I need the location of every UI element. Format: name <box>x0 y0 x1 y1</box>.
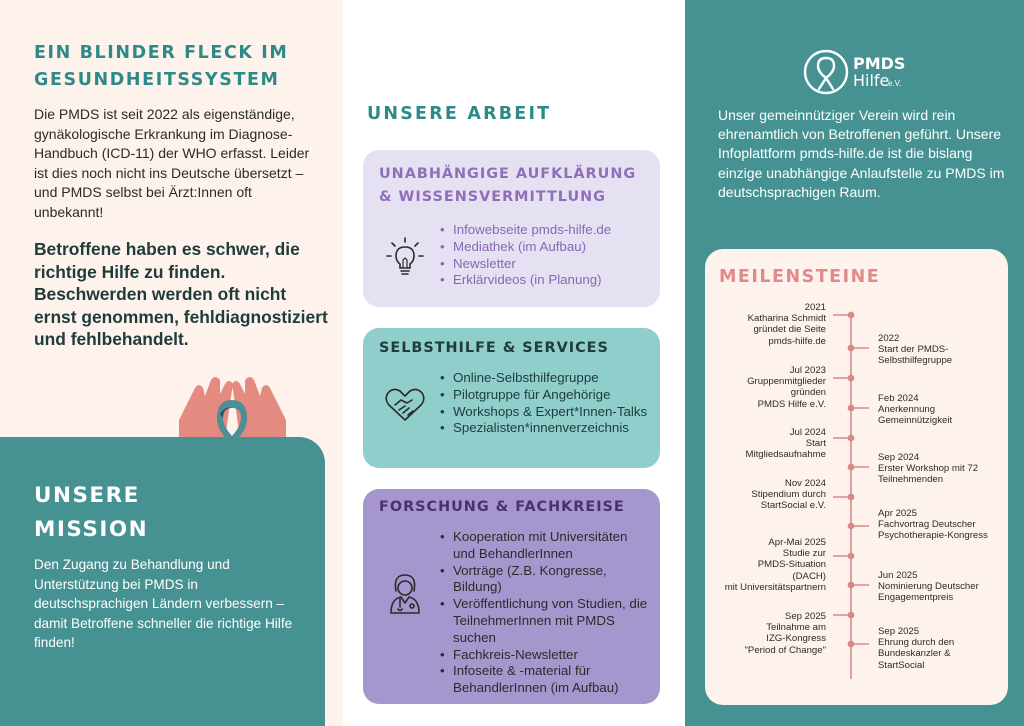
left-panel <box>0 0 343 726</box>
selfhelp-card-heading: SELBSTHILFE & SERVICES <box>379 340 609 356</box>
milestone-date: Apr-Mai 2025 <box>768 537 826 548</box>
milestone-text: (DACH) <box>792 570 826 582</box>
milestone-text: Teilnahme am <box>766 622 826 634</box>
ribbon-logo-icon <box>803 49 849 95</box>
milestones-title: MEILENSTEINE <box>719 267 881 287</box>
milestone-date: Feb 2024 <box>878 393 919 404</box>
list-item: • Workshops & Expert*Innen-Talks <box>453 404 649 421</box>
mission-text: Den Zugang zu Behandlung und Unterstützung bei PMDS in deutschsprachigen Ländern verbessern – damit Betroffene schneller die richtige Hilfe finden! <box>34 557 293 650</box>
milestone-date: 2022 <box>878 333 900 344</box>
milestone-text: StartSocial e.V. <box>760 500 826 512</box>
milestone-date: 2021 <box>804 302 826 313</box>
milestone-date: Sep 2025 <box>784 611 826 622</box>
list-item: • Vorträge (Z.B. Kongresse, Bildung) <box>453 563 653 597</box>
mission-heading-line1: UNSERE <box>34 483 140 508</box>
milestone-text: Gruppenmitglieder <box>747 376 826 388</box>
milestone-text: IZG-Kongress <box>766 633 826 645</box>
milestone-date: Jul 2023 <box>789 365 826 376</box>
logo-suffix: e.V. <box>888 79 902 88</box>
milestone-date: Nov 2024 <box>784 478 826 489</box>
milestone-feb-2024 <box>878 393 1003 427</box>
milestone-text: Engagementpreis <box>878 592 954 604</box>
milestone-text: Start <box>805 438 826 450</box>
milestone-text: Anerkennung <box>878 404 936 416</box>
milestone-text: Stipendium durch <box>751 489 826 501</box>
milestone-jul-2024 <box>711 427 826 461</box>
list-item: • Mediathek (im Aufbau) <box>453 239 649 256</box>
logo-name: PMDS <box>853 54 906 73</box>
milestone-text: StartSocial <box>878 659 925 671</box>
milestone-apr-2025 <box>878 508 1003 542</box>
research-card <box>363 489 660 704</box>
association-intro: Unser gemeinnütziger Verein wird rein ehrenamtlich von Betroffenen geführt. Unsere Infoplattform pmds-hilfe.de ist die bislang einzige unabhängige Anlaufstelle zu PMDS im deutschsprachigen Raum. <box>718 107 1005 200</box>
pmds-hilfe-logo <box>803 49 915 97</box>
education-card-heading: UNABHÄNGIGE AUFKLÄRUNG & WISSENSVERMITTLUNG <box>379 166 637 205</box>
heart-handshake-icon <box>381 380 429 428</box>
education-card <box>363 150 660 307</box>
list-item: • Veröffentlichung von Studien, die TeilnehmerInnen mit PMDS suchen <box>453 596 653 646</box>
milestone-text: gründen <box>790 387 826 399</box>
milestone-text: Katharina Schmidt <box>747 313 826 325</box>
selfhelp-list <box>453 370 649 437</box>
milestone-text: Mitgliedsaufnahme <box>745 449 826 461</box>
milestone-apr-mai-2025 <box>711 537 826 593</box>
milestone-text: Nominierung Deutscher <box>878 581 979 593</box>
list-item: • Spezialisten*innenverzeichnis <box>453 420 649 437</box>
doctor-icon <box>381 569 429 617</box>
milestone-2021 <box>711 302 826 347</box>
milestone-text: Gemeinnützigkeit <box>878 415 953 427</box>
milestones-card <box>705 249 1008 705</box>
milestone-sep-2024 <box>878 452 1003 486</box>
milestone-sep-2025-right <box>878 626 1003 671</box>
list-item: • Fachkreis-Newsletter <box>453 647 653 664</box>
milestone-text: Teilnehmenden <box>878 474 944 486</box>
milestone-nov-2024 <box>711 478 826 512</box>
list-item: • Erklärvideos (in Planung) <box>453 272 649 289</box>
milestone-text: Fachvortrag Deutscher <box>878 519 976 531</box>
list-item: • Newsletter <box>453 256 649 273</box>
blind-spot-intro: Die PMDS ist seit 2022 als eigenständige, gynäkologische Erkrankung im Diagnose-Handbuch (ICD-11) der WHO erfasst. Leider ist dies noch nicht ins Deutsche übersetzt – und PMDS selbst bei Ärzt:Innen oft unbekannt! <box>34 106 310 220</box>
milestone-text: mit Universitätspartnern <box>724 581 826 593</box>
our-work-title: UNSERE ARBEIT <box>367 104 552 124</box>
milestone-jun-2025 <box>878 570 1003 604</box>
milestone-text: pmds-hilfe.de <box>768 335 826 347</box>
milestone-text: PMDS-Situation <box>757 559 826 571</box>
milestone-text: Start der PMDS- <box>878 344 949 356</box>
milestone-date: Jul 2024 <box>789 427 826 438</box>
milestone-text: Selbsthilfegruppe <box>878 355 953 367</box>
blind-spot-heading: EIN BLINDER FLECK IM GESUNDHEITSSYSTEM <box>34 43 289 90</box>
milestone-text: Bundeskanzler & <box>878 648 951 660</box>
milestone-date: Sep 2025 <box>878 626 920 637</box>
list-item: • Pilotgruppe für Angehörige <box>453 387 649 404</box>
list-item: • Infowebseite pmds-hilfe.de <box>453 222 649 239</box>
milestone-text: Ehrung durch den <box>878 637 955 649</box>
list-item: • Infoseite & -material für BehandlerInnen (im Aufbau) <box>453 663 653 697</box>
milestone-text: "Period of Change" <box>744 644 826 656</box>
milestone-text: Erster Workshop mit 72 <box>878 463 979 475</box>
milestone-2022 <box>878 333 1003 367</box>
lightbulb-icon <box>381 233 429 281</box>
research-card-heading: FORSCHUNG & FACHKREISE <box>379 499 625 515</box>
milestone-date: Jun 2025 <box>878 570 918 581</box>
milestone-text: Studie zur <box>782 548 826 560</box>
right-panel <box>685 0 1024 726</box>
mission-box <box>0 437 325 726</box>
list-item: • Kooperation mit Universitäten und BehandlerInnen <box>453 529 653 563</box>
milestone-text: Psychotherapie-Kongress <box>878 530 988 542</box>
mission-heading <box>34 479 148 547</box>
education-list <box>453 222 649 289</box>
selfhelp-card <box>363 328 660 468</box>
milestone-date: Sep 2024 <box>878 452 920 463</box>
middle-panel <box>343 0 685 726</box>
milestone-sep-2025-left <box>711 611 826 656</box>
logo-sub: Hilfe <box>853 71 890 90</box>
milestone-text: gründet die Seite <box>753 324 826 336</box>
blind-spot-statement: Betroffene haben es schwer, die richtige Hilfe zu finden. Beschwerden werden oft nicht ernst genommen, fehldiagnostiziert und fehlbehandelt. <box>34 239 328 350</box>
milestone-text: PMDS Hilfe e.V. <box>757 398 826 410</box>
milestone-date: Apr 2025 <box>878 508 917 519</box>
list-item: • Online-Selbsthilfegruppe <box>453 370 649 387</box>
mission-heading-line2: MISSION <box>34 517 149 542</box>
research-list <box>453 529 653 697</box>
milestone-jul-2023 <box>711 365 826 410</box>
